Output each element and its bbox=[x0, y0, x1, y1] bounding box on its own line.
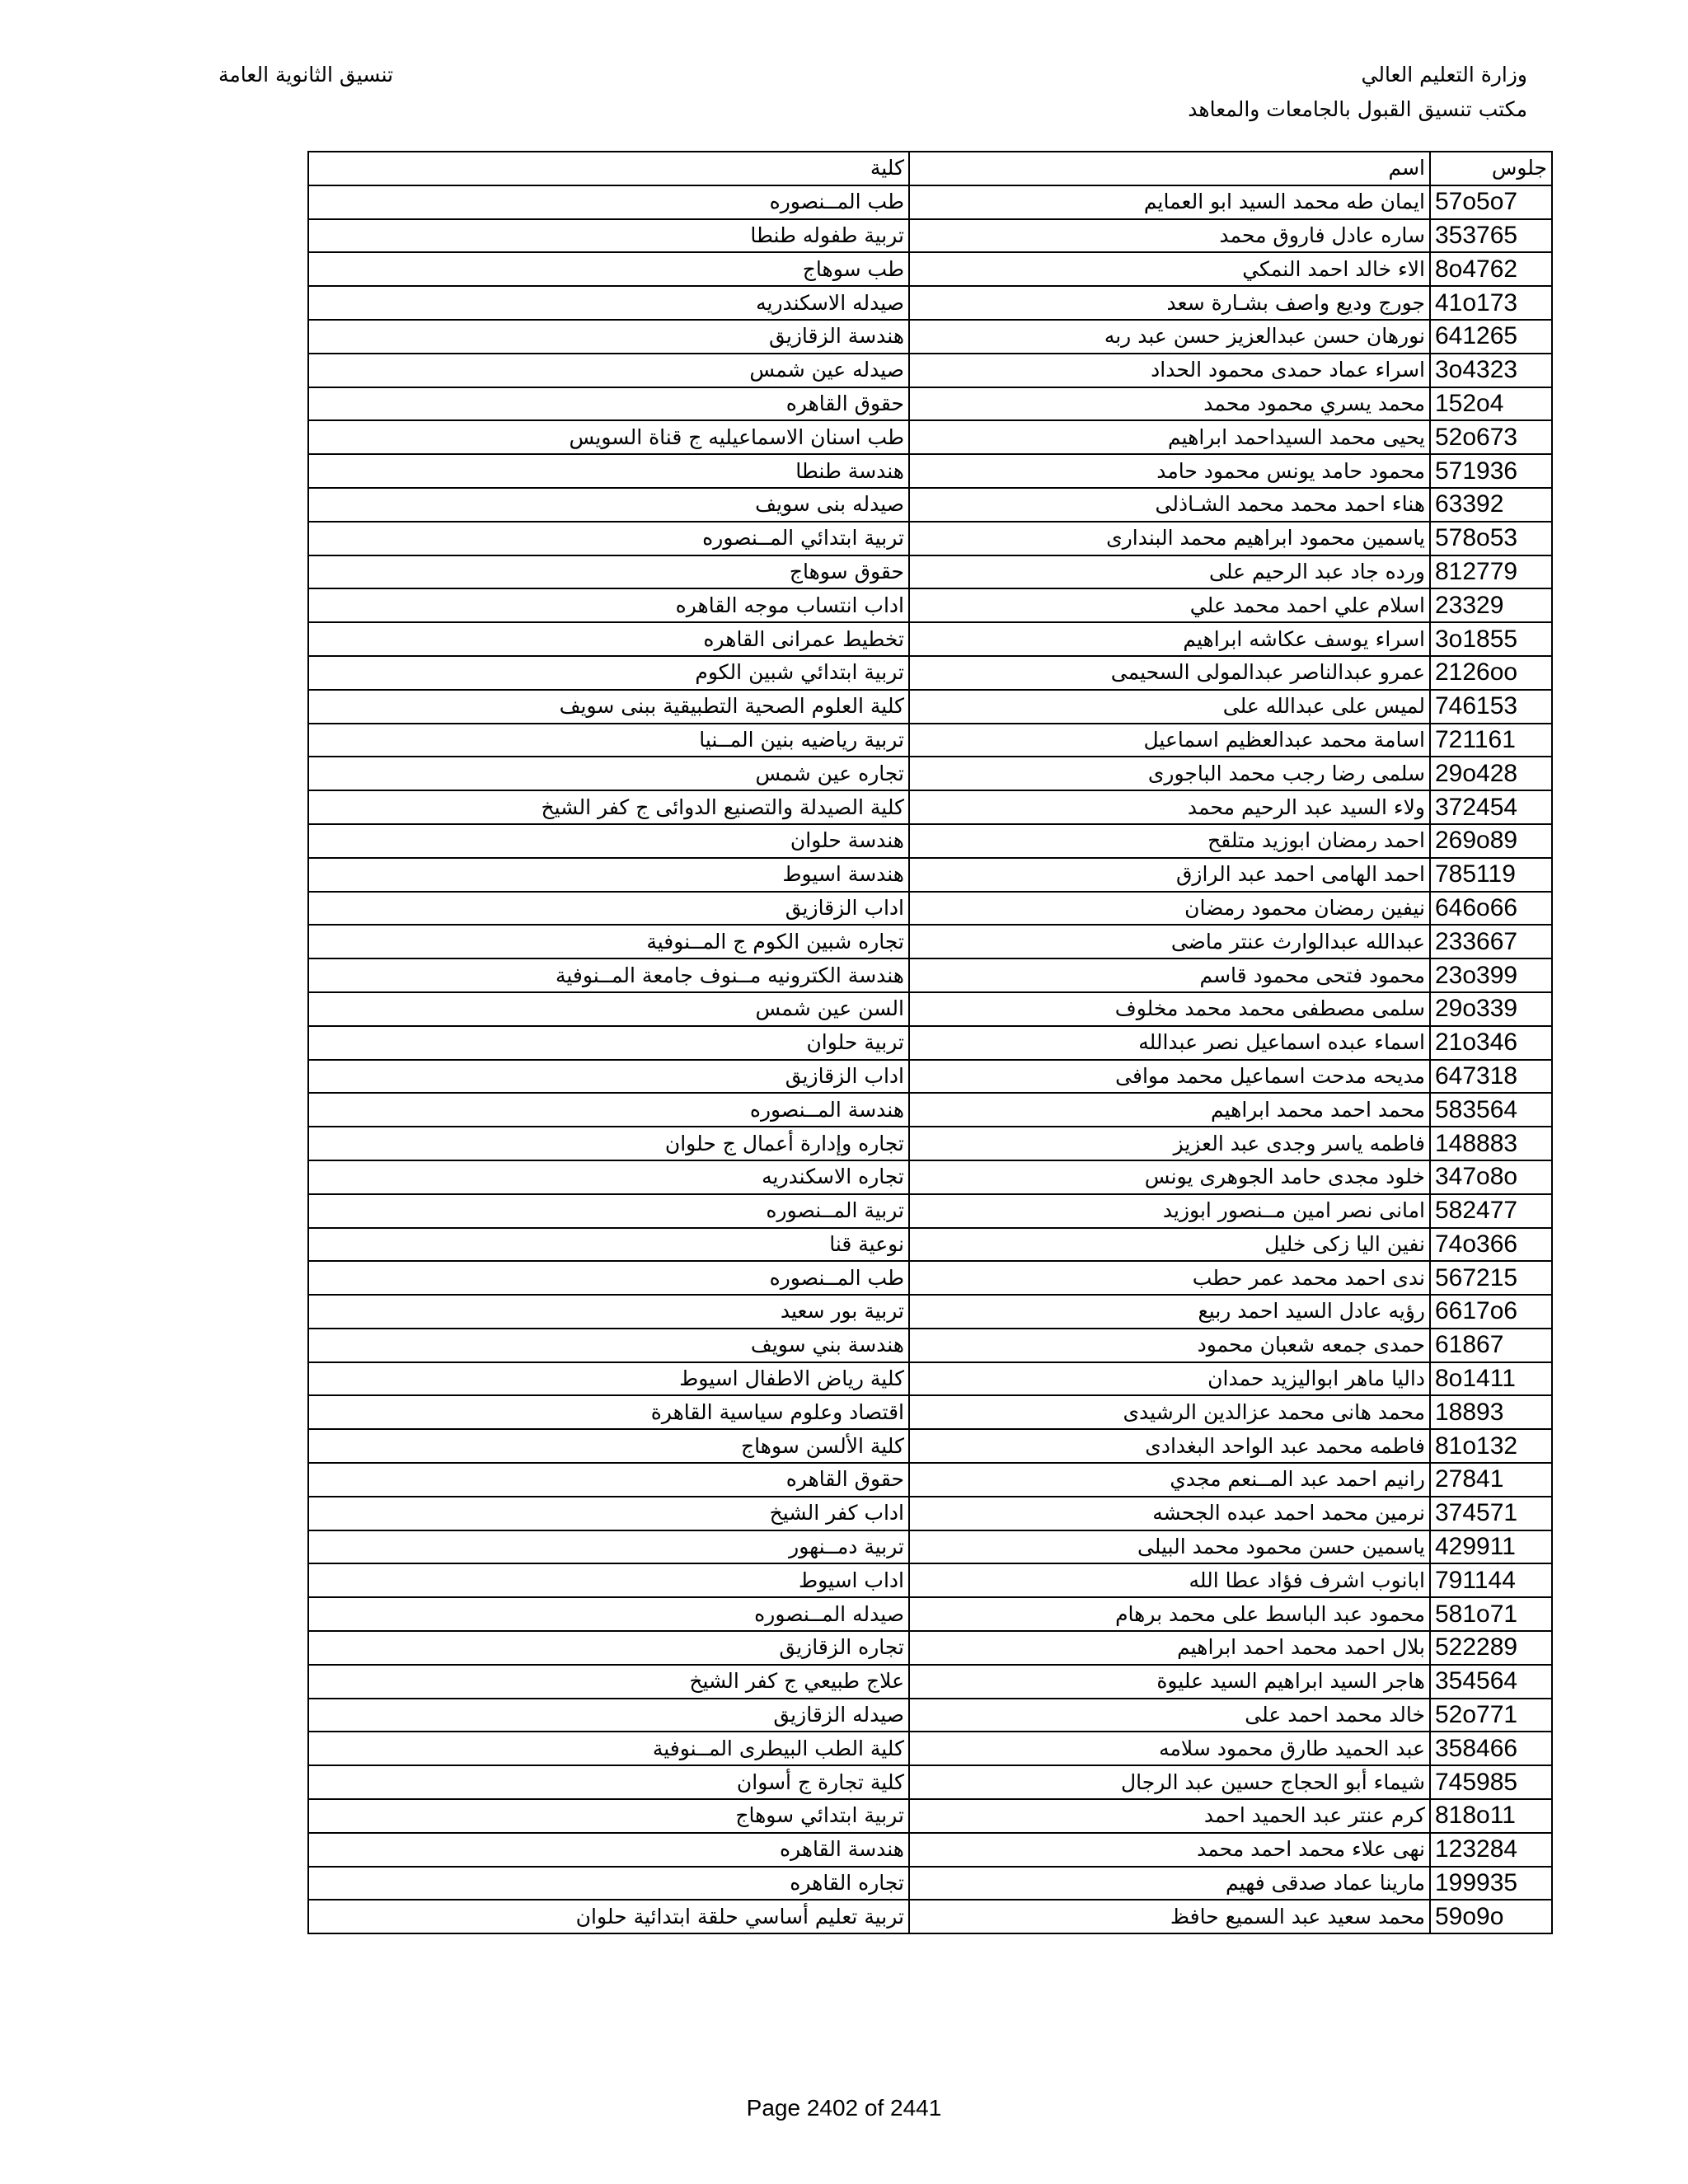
table-row bbox=[308, 1194, 1552, 1228]
table-row bbox=[308, 622, 1552, 656]
faculty-cell: تربية بور سعيد bbox=[308, 1295, 909, 1329]
student-name-cell: شيماء أبو الحجاج حسين عبد الرجال bbox=[909, 1765, 1430, 1799]
student-name-cell: اسامة محمد عبدالعظيم اسماعيل bbox=[909, 724, 1430, 757]
table-row bbox=[308, 892, 1552, 926]
table-row bbox=[308, 588, 1552, 622]
table-row bbox=[308, 1160, 1552, 1194]
seat-number-cell: 23329 bbox=[1430, 588, 1552, 622]
faculty-cell: كلية الصيدلة والتصنيع الدوائى ج كفر الشيخ bbox=[308, 790, 909, 824]
faculty-cell: طب سوهاج bbox=[308, 252, 909, 286]
table-row bbox=[308, 1867, 1552, 1900]
seat-number-cell: 429911 bbox=[1430, 1530, 1552, 1564]
table-row bbox=[308, 690, 1552, 724]
faculty-cell: هندسة القاهره bbox=[308, 1833, 909, 1867]
seat-number-cell: 785119 bbox=[1430, 858, 1552, 892]
table-row bbox=[308, 1665, 1552, 1699]
seat-number-cell: 8o4762 bbox=[1430, 252, 1552, 286]
table-row bbox=[308, 1900, 1552, 1933]
seat-number-cell: 358466 bbox=[1430, 1732, 1552, 1765]
table-row bbox=[308, 1631, 1552, 1665]
student-name-cell: مديحه مدحت اسماعيل محمد موافى bbox=[909, 1060, 1430, 1094]
table-row bbox=[308, 1463, 1552, 1497]
faculty-cell: اداب كفر الشيخ bbox=[308, 1497, 909, 1530]
seat-number-cell: 571936 bbox=[1430, 454, 1552, 488]
faculty-cell: حقوق سوهاج bbox=[308, 555, 909, 589]
column-header-id: جلوس bbox=[1430, 152, 1552, 185]
seat-number-cell: 818o11 bbox=[1430, 1799, 1552, 1833]
seat-number-cell: 8o1411 bbox=[1430, 1362, 1552, 1396]
table-row bbox=[308, 1833, 1552, 1867]
student-name-cell: سلمى رضا رجب محمد الباجورى bbox=[909, 757, 1430, 790]
faculty-cell: صيدله بنى سويف bbox=[308, 488, 909, 522]
faculty-cell: تجاره شبين الكوم ج المــنوفية bbox=[308, 925, 909, 958]
faculty-cell: تربية حلوان bbox=[308, 1026, 909, 1060]
faculty-cell: تربية ابتدائي شبين الكوم bbox=[308, 656, 909, 690]
student-name-cell: رؤيه عادل السيد احمد ربيع bbox=[909, 1295, 1430, 1329]
student-name-cell: هناء احمد محمد محمد الشـاذلى bbox=[909, 488, 1430, 522]
faculty-cell: كلية الطب البيطرى المــنوفية bbox=[308, 1732, 909, 1765]
faculty-cell: تربية تعليم أساسي حلقة ابتدائية حلوان bbox=[308, 1900, 909, 1933]
faculty-cell: صيدله عين شمس bbox=[308, 354, 909, 387]
student-name-cell: خلود مجدى حامد الجوهرى يونس bbox=[909, 1160, 1430, 1194]
table-row bbox=[308, 252, 1552, 286]
seat-number-cell: 812779 bbox=[1430, 555, 1552, 589]
student-name-cell: هاجر السيد ابراهيم السيد عليوة bbox=[909, 1665, 1430, 1699]
seat-number-cell: 353765 bbox=[1430, 219, 1552, 253]
table-row bbox=[308, 555, 1552, 589]
seat-number-cell: 374571 bbox=[1430, 1497, 1552, 1530]
table-row bbox=[308, 219, 1552, 253]
table-row bbox=[308, 824, 1552, 858]
seat-number-cell: 647318 bbox=[1430, 1060, 1552, 1094]
faculty-cell: حقوق القاهره bbox=[308, 387, 909, 421]
seat-number-cell: 148883 bbox=[1430, 1127, 1552, 1160]
seat-number-cell: 583564 bbox=[1430, 1093, 1552, 1127]
faculty-cell: هندسة حلوان bbox=[308, 824, 909, 858]
faculty-cell: تجاره الزقازيق bbox=[308, 1631, 909, 1665]
table-row bbox=[308, 1765, 1552, 1799]
student-name-cell: ندى احمد محمد عمر حطب bbox=[909, 1261, 1430, 1295]
faculty-cell: كلية تجارة ج أسوان bbox=[308, 1765, 909, 1799]
faculty-cell: هندسة اسيوط bbox=[308, 858, 909, 892]
seat-number-cell: 745985 bbox=[1430, 1765, 1552, 1799]
seat-number-cell: 59o9o bbox=[1430, 1900, 1552, 1933]
student-name-cell: بلال احمد محمد احمد ابراهيم bbox=[909, 1631, 1430, 1665]
table-row bbox=[308, 1329, 1552, 1362]
seat-number-cell: 41o173 bbox=[1430, 286, 1552, 320]
table-row bbox=[308, 925, 1552, 958]
seat-number-cell: 123284 bbox=[1430, 1833, 1552, 1867]
faculty-cell: تربية ابتدائي سوهاج bbox=[308, 1799, 909, 1833]
table-row bbox=[308, 522, 1552, 555]
student-name-cell: ابانوب اشرف فؤاد عطا الله bbox=[909, 1563, 1430, 1597]
faculty-cell: هندسة الزقازيق bbox=[308, 320, 909, 354]
seat-number-cell: 6617o6 bbox=[1430, 1295, 1552, 1329]
seat-number-cell: 18893 bbox=[1430, 1395, 1552, 1429]
student-name-cell: كرم عنتر عبد الحميد احمد bbox=[909, 1799, 1430, 1833]
student-name-cell: مارينا عماد صدقى فهيم bbox=[909, 1867, 1430, 1900]
seat-number-cell: 23o399 bbox=[1430, 958, 1552, 992]
table-row bbox=[308, 354, 1552, 387]
student-name-cell: محمد احمد محمد ابراهيم bbox=[909, 1093, 1430, 1127]
seat-number-cell: 27841 bbox=[1430, 1463, 1552, 1497]
table-row bbox=[308, 1597, 1552, 1631]
seat-number-cell: 791144 bbox=[1430, 1563, 1552, 1597]
faculty-cell: صيدله المــنصوره bbox=[308, 1597, 909, 1631]
student-name-cell: ياسمين محمود ابراهيم محمد البندارى bbox=[909, 522, 1430, 555]
student-name-cell: جورج وديع واصف بشـارة سعد bbox=[909, 286, 1430, 320]
faculty-cell: كلية العلوم الصحية التطبيقية ببنى سويف bbox=[308, 690, 909, 724]
table-row bbox=[308, 1093, 1552, 1127]
seat-number-cell: 233667 bbox=[1430, 925, 1552, 958]
student-name-cell: محمد يسري محمود محمد bbox=[909, 387, 1430, 421]
table-row bbox=[308, 387, 1552, 421]
student-name-cell: فاطمه محمد عبد الواحد البغدادى bbox=[909, 1429, 1430, 1463]
student-name-cell: ايمان طه محمد السيد ابو العمايم bbox=[909, 185, 1430, 219]
faculty-cell: تجاره الاسكندريه bbox=[308, 1160, 909, 1194]
student-name-cell: عبدالله عبدالوارث عنتر ماضى bbox=[909, 925, 1430, 958]
student-name-cell: نيفين رمضان محمود رمضان bbox=[909, 892, 1430, 926]
seat-number-cell: 641265 bbox=[1430, 320, 1552, 354]
faculty-cell: اقتصاد وعلوم سياسية القاهرة bbox=[308, 1395, 909, 1429]
column-header-faculty: كلية bbox=[308, 152, 909, 185]
seat-number-cell: 3o1855 bbox=[1430, 622, 1552, 656]
seat-number-cell: 52o673 bbox=[1430, 420, 1552, 454]
faculty-cell: تربية طفوله طنطا bbox=[308, 219, 909, 253]
seat-number-cell: 63392 bbox=[1430, 488, 1552, 522]
student-name-cell: احمد الهامى احمد عبد الرازق bbox=[909, 858, 1430, 892]
column-header-name: اسم bbox=[909, 152, 1430, 185]
faculty-cell: صيدله الاسكندريه bbox=[308, 286, 909, 320]
table-row bbox=[308, 1429, 1552, 1463]
table-row bbox=[308, 790, 1552, 824]
student-name-cell: ولاء السيد عبد الرحيم محمد bbox=[909, 790, 1430, 824]
seat-number-cell: 522289 bbox=[1430, 1631, 1552, 1665]
faculty-cell: تربية ابتدائي المــنصوره bbox=[308, 522, 909, 555]
faculty-cell: اداب الزقازيق bbox=[308, 1060, 909, 1094]
student-name-cell: رانيم احمد عبد المــنعم مجدي bbox=[909, 1463, 1430, 1497]
student-name-cell: خالد محمد احمد على bbox=[909, 1699, 1430, 1732]
results-table bbox=[307, 151, 1553, 1934]
seat-number-cell: 81o132 bbox=[1430, 1429, 1552, 1463]
seat-number-cell: 578o53 bbox=[1430, 522, 1552, 555]
student-name-cell: محمود عبد الباسط على محمد برهام bbox=[909, 1597, 1430, 1631]
table-row bbox=[308, 286, 1552, 320]
table-row bbox=[308, 1563, 1552, 1597]
table-row bbox=[308, 185, 1552, 219]
faculty-cell: تخطيط عمرانى القاهره bbox=[308, 622, 909, 656]
faculty-cell: كلية الألسن سوهاج bbox=[308, 1429, 909, 1463]
seat-number-cell: 61867 bbox=[1430, 1329, 1552, 1362]
student-name-cell: عمرو عبدالناصر عبدالمولى السحيمى bbox=[909, 656, 1430, 690]
seat-number-cell: 581o71 bbox=[1430, 1597, 1552, 1631]
table-row bbox=[308, 320, 1552, 354]
table-row bbox=[308, 1799, 1552, 1833]
student-name-cell: محمد سعيد عبد السميع حافظ bbox=[909, 1900, 1430, 1933]
table-row bbox=[308, 757, 1552, 790]
faculty-cell: تجاره القاهره bbox=[308, 1867, 909, 1900]
faculty-cell: هندسة المــنصوره bbox=[308, 1093, 909, 1127]
faculty-cell: تجاره عين شمس bbox=[308, 757, 909, 790]
seat-number-cell: 152o4 bbox=[1430, 387, 1552, 421]
table-row bbox=[308, 1395, 1552, 1429]
student-name-cell: اسراء عماد حمدى محمود الحداد bbox=[909, 354, 1430, 387]
faculty-cell: تربية المــنصوره bbox=[308, 1194, 909, 1228]
faculty-cell: تربية دمــنهور bbox=[308, 1530, 909, 1564]
faculty-cell: اداب الزقازيق bbox=[308, 892, 909, 926]
student-name-cell: فاطمه ياسر وجدى عبد العزيز bbox=[909, 1127, 1430, 1160]
student-name-cell: نرمين محمد احمد عبده الجحشه bbox=[909, 1497, 1430, 1530]
faculty-cell: هندسة الكترونيه مــنوف جامعة المــنوفية bbox=[308, 958, 909, 992]
faculty-cell: طب المــنصوره bbox=[308, 185, 909, 219]
page-number: Page 2402 of 2441 bbox=[746, 2095, 942, 2121]
seat-number-cell: 372454 bbox=[1430, 790, 1552, 824]
ministry-name: وزارة التعليم العالي bbox=[1361, 63, 1527, 87]
faculty-cell: علاج طبيعي ج كفر الشيخ bbox=[308, 1665, 909, 1699]
seat-number-cell: 52o771 bbox=[1430, 1699, 1552, 1732]
table-row bbox=[308, 858, 1552, 892]
faculty-cell: اداب اسيوط bbox=[308, 1563, 909, 1597]
table-row bbox=[308, 724, 1552, 757]
student-name-cell: اسراء يوسف عكاشه ابراهيم bbox=[909, 622, 1430, 656]
faculty-cell: صيدله الزقازيق bbox=[308, 1699, 909, 1732]
student-name-cell: سلمى مصطفى محمد محمد مخلوف bbox=[909, 992, 1430, 1026]
faculty-cell: اداب انتساب موجه القاهره bbox=[308, 588, 909, 622]
seat-number-cell: 74o366 bbox=[1430, 1228, 1552, 1262]
faculty-cell: هندسة بني سويف bbox=[308, 1329, 909, 1362]
seat-number-cell: 199935 bbox=[1430, 1867, 1552, 1900]
table-row bbox=[308, 454, 1552, 488]
student-name-cell: اسلام علي احمد محمد علي bbox=[909, 588, 1430, 622]
student-name-cell: عبد الحميد طارق محمود سلامه bbox=[909, 1732, 1430, 1765]
faculty-cell: كلية رياض الاطفال اسيوط bbox=[308, 1362, 909, 1396]
seat-number-cell: 3o4323 bbox=[1430, 354, 1552, 387]
document-title: تنسيق الثانوية العامة bbox=[218, 63, 394, 87]
student-name-cell: الاء خالد احمد النمكي bbox=[909, 252, 1430, 286]
faculty-cell: طب المــنصوره bbox=[308, 1261, 909, 1295]
table-row bbox=[308, 1261, 1552, 1295]
table-row bbox=[308, 958, 1552, 992]
seat-number-cell: 721161 bbox=[1430, 724, 1552, 757]
seat-number-cell: 269o89 bbox=[1430, 824, 1552, 858]
seat-number-cell: 57o5o7 bbox=[1430, 185, 1552, 219]
office-name: مكتب تنسيق القبول بالجامعات والمعاهد bbox=[1188, 97, 1527, 121]
table-row bbox=[308, 1228, 1552, 1262]
faculty-cell: طب اسنان الاسماعيليه ج قناة السويس bbox=[308, 420, 909, 454]
student-name-cell: احمد رمضان ابوزيد متلقح bbox=[909, 824, 1430, 858]
seat-number-cell: 567215 bbox=[1430, 1261, 1552, 1295]
seat-number-cell: 29o339 bbox=[1430, 992, 1552, 1026]
student-name-cell: محمود فتحى محمود قاسم bbox=[909, 958, 1430, 992]
table-row bbox=[308, 992, 1552, 1026]
table-row bbox=[308, 1530, 1552, 1564]
seat-number-cell: 582477 bbox=[1430, 1194, 1552, 1228]
seat-number-cell: 746153 bbox=[1430, 690, 1552, 724]
student-name-cell: نورهان حسن عبدالعزيز حسن عبد ربه bbox=[909, 320, 1430, 354]
student-name-cell: اسماء عبده اسماعيل نصر عبدالله bbox=[909, 1026, 1430, 1060]
student-name-cell: نهى علاء محمد احمد محمد bbox=[909, 1833, 1430, 1867]
student-name-cell: امانى نصر امين مــنصور ابوزيد bbox=[909, 1194, 1430, 1228]
student-name-cell: لميس على عبدالله على bbox=[909, 690, 1430, 724]
student-name-cell: يحيى محمد السيداحمد ابراهيم bbox=[909, 420, 1430, 454]
table-row bbox=[308, 1295, 1552, 1329]
faculty-cell: السن عين شمس bbox=[308, 992, 909, 1026]
faculty-cell: تجاره وإدارة أعمال ج حلوان bbox=[308, 1127, 909, 1160]
student-name-cell: ورده جاد عبد الرحيم على bbox=[909, 555, 1430, 589]
student-name-cell: محمد هانى محمد عزالدين الرشيدى bbox=[909, 1395, 1430, 1429]
table-row bbox=[308, 656, 1552, 690]
table-row bbox=[308, 1060, 1552, 1094]
seat-number-cell: 2126oo bbox=[1430, 656, 1552, 690]
header-ministry-block bbox=[1188, 58, 1527, 127]
student-name-cell: حمدى جمعه شعبان محمود bbox=[909, 1329, 1430, 1362]
table-row bbox=[308, 1362, 1552, 1396]
seat-number-cell: 646o66 bbox=[1430, 892, 1552, 926]
table-header-row bbox=[308, 152, 1552, 185]
student-name-cell: داليا ماهر ابواليزيد حمدان bbox=[909, 1362, 1430, 1396]
table-row bbox=[308, 1497, 1552, 1530]
faculty-cell: نوعية قنا bbox=[308, 1228, 909, 1262]
faculty-cell: هندسة طنطا bbox=[308, 454, 909, 488]
table-row bbox=[308, 1127, 1552, 1160]
seat-number-cell: 21o346 bbox=[1430, 1026, 1552, 1060]
student-name-cell: نفين اليا زكى خليل bbox=[909, 1228, 1430, 1262]
seat-number-cell: 354564 bbox=[1430, 1665, 1552, 1699]
seat-number-cell: 29o428 bbox=[1430, 757, 1552, 790]
faculty-cell: تربية رياضيه بنين المــنيا bbox=[308, 724, 909, 757]
table-row bbox=[308, 1732, 1552, 1765]
table-row bbox=[308, 420, 1552, 454]
table-row bbox=[308, 1026, 1552, 1060]
table-row bbox=[308, 488, 1552, 522]
seat-number-cell: 347o8o bbox=[1430, 1160, 1552, 1194]
faculty-cell: حقوق القاهره bbox=[308, 1463, 909, 1497]
table-row bbox=[308, 1699, 1552, 1732]
student-name-cell: محمود حامد يونس محمود حامد bbox=[909, 454, 1430, 488]
student-name-cell: ياسمين حسن محمود محمد البيلى bbox=[909, 1530, 1430, 1564]
student-name-cell: ساره عادل فاروق محمد bbox=[909, 219, 1430, 253]
